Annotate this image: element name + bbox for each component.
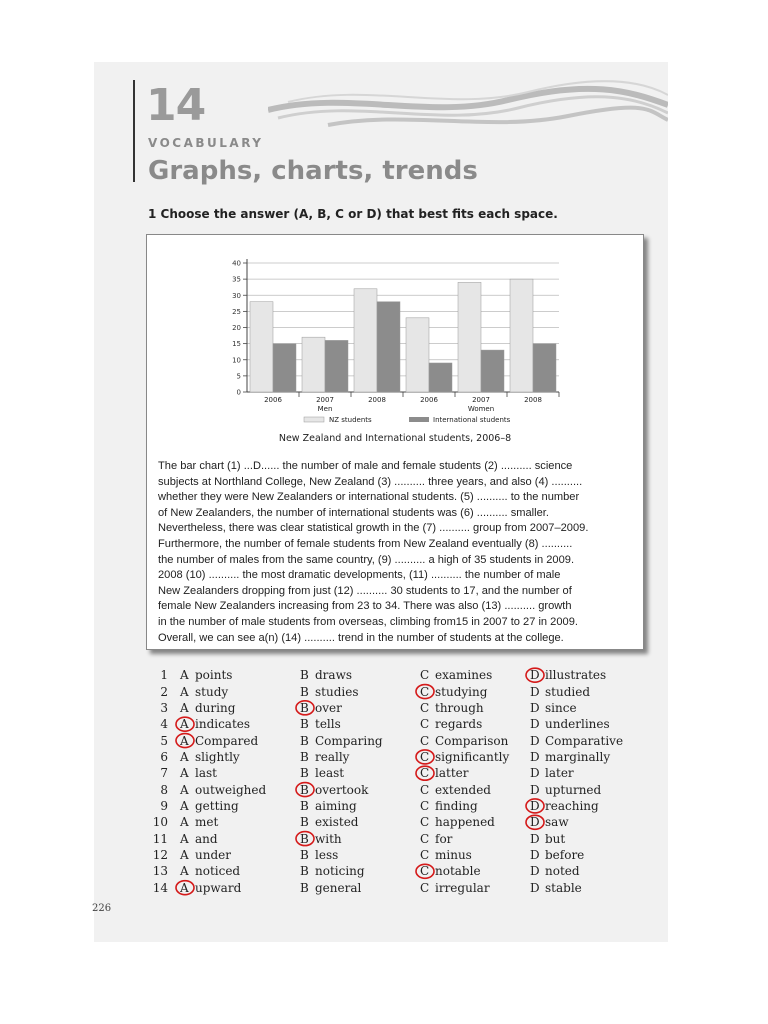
option-c[interactable] — [420, 732, 530, 748]
option-word: really — [315, 749, 350, 764]
unit-side-rule — [133, 80, 135, 182]
option-c[interactable] — [420, 716, 530, 732]
option-a[interactable] — [180, 749, 300, 765]
option-word: Compared — [195, 733, 259, 748]
option-d[interactable] — [530, 683, 630, 699]
option-d[interactable] — [530, 847, 630, 863]
option-c[interactable] — [420, 781, 530, 797]
option-b[interactable] — [300, 863, 420, 879]
option-word: aiming — [315, 798, 357, 813]
option-letter: D — [530, 749, 540, 764]
option-word: Comparative — [545, 733, 624, 748]
option-word: studied — [545, 684, 591, 699]
option-word: noticed — [195, 864, 241, 879]
option-letter: B — [300, 847, 309, 862]
question-number: 3 — [160, 700, 168, 715]
option-word: significantly — [435, 749, 510, 764]
bar-intl — [273, 344, 296, 392]
option-letter: A — [180, 880, 189, 895]
chart-caption: New Zealand and International students, 2006–8 — [278, 433, 512, 444]
option-a[interactable] — [180, 732, 300, 748]
option-letter: B — [300, 766, 309, 781]
option-c[interactable] — [420, 814, 530, 830]
option-word: since — [545, 700, 577, 715]
question-number: 10 — [152, 815, 168, 830]
option-word: through — [435, 700, 484, 715]
option-row — [152, 732, 630, 748]
option-word: outweighed — [195, 782, 267, 797]
option-word: illustrates — [545, 668, 607, 683]
legend-label-nz: NZ students — [329, 416, 372, 424]
y-tick-label: 20 — [232, 324, 241, 332]
option-row — [152, 700, 630, 716]
option-letter: D — [530, 733, 540, 748]
option-letter: D — [530, 717, 540, 732]
option-b[interactable] — [300, 700, 420, 716]
option-row — [152, 798, 630, 814]
option-letter: D — [530, 782, 540, 797]
option-word: slightly — [195, 749, 240, 764]
option-b[interactable] — [300, 847, 420, 863]
y-tick-label: 40 — [232, 259, 241, 268]
option-letter: B — [300, 815, 309, 830]
option-c[interactable] — [420, 879, 530, 895]
option-word: notable — [435, 864, 481, 879]
option-word: Comparison — [435, 733, 509, 748]
option-letter: D — [530, 668, 540, 683]
option-c[interactable] — [420, 863, 530, 879]
option-letter: D — [530, 831, 540, 846]
option-b[interactable] — [300, 830, 420, 846]
bar-intl — [377, 302, 400, 392]
option-word: but — [545, 831, 566, 846]
unit-title: Graphs, charts, trends — [148, 156, 478, 186]
y-tick-label: 35 — [232, 275, 241, 284]
y-tick-label: 5 — [236, 372, 241, 381]
paragraph-line: Furthermore, the number of female students from New Zealand eventually (8) .......... — [158, 537, 573, 550]
option-letter: D — [530, 815, 540, 830]
option-a[interactable] — [180, 781, 300, 797]
option-letter: A — [180, 847, 189, 862]
option-letter: C — [420, 749, 430, 764]
option-a[interactable] — [180, 798, 300, 814]
question-number: 11 — [152, 831, 168, 846]
option-word: later — [545, 766, 574, 781]
option-word: under — [195, 847, 231, 862]
option-d[interactable] — [530, 667, 630, 683]
y-tick-label: 0 — [236, 388, 241, 397]
paragraph-line: 2008 (10) .......... the most dramatic developments, (11) .......... the number of male — [158, 569, 561, 582]
option-letter: B — [300, 782, 309, 797]
option-b[interactable] — [300, 749, 420, 765]
option-b[interactable] — [300, 683, 420, 699]
option-c[interactable] — [420, 667, 530, 683]
group-label: Men — [317, 405, 333, 413]
option-letter: A — [180, 864, 189, 879]
bar-nz — [458, 282, 481, 392]
option-c[interactable] — [420, 798, 530, 814]
bar-nz — [510, 279, 533, 392]
option-c[interactable] — [420, 765, 530, 781]
option-word: marginally — [545, 749, 611, 764]
option-letter: D — [530, 766, 540, 781]
x-tick-label: 2007 — [472, 396, 490, 404]
option-letter: B — [300, 880, 309, 895]
option-a[interactable] — [180, 863, 300, 879]
option-letter: C — [420, 733, 430, 748]
option-letter: C — [420, 766, 430, 781]
option-word: getting — [195, 798, 239, 813]
option-d[interactable] — [530, 749, 630, 765]
option-word: draws — [315, 668, 353, 683]
option-c[interactable] — [420, 700, 530, 716]
gap-fill-paragraph — [158, 459, 638, 646]
x-tick-label: 2006 — [420, 396, 438, 404]
option-word: met — [195, 815, 219, 830]
question-number: 2 — [160, 684, 168, 699]
option-letter: A — [180, 717, 189, 732]
option-word: before — [545, 847, 585, 862]
option-c[interactable] — [420, 830, 530, 846]
option-word: during — [195, 700, 236, 715]
option-word: noticing — [315, 864, 365, 879]
option-word: studying — [435, 684, 488, 699]
bar-nz — [250, 302, 273, 392]
option-word: indicates — [195, 717, 251, 732]
option-word: over — [315, 700, 342, 715]
option-a[interactable] — [180, 830, 300, 846]
paragraph-line: female New Zealanders increasing from 23 to 34. There was also (13) .......... growth — [158, 600, 572, 613]
option-letter: A — [180, 782, 189, 797]
paragraph-line: New Zealanders dropping from just (12) .......... 30 students to 17, and the number of — [158, 584, 572, 597]
option-letter: D — [530, 847, 540, 862]
option-word: irregular — [435, 880, 490, 895]
unit-number: 14 — [146, 80, 206, 131]
option-row — [152, 765, 630, 781]
bar-nz — [406, 318, 429, 392]
option-c[interactable] — [420, 683, 530, 699]
option-d[interactable] — [530, 879, 630, 895]
question-number: 9 — [160, 798, 168, 813]
option-letter: B — [300, 831, 309, 846]
question-number: 4 — [160, 717, 168, 732]
option-a[interactable] — [180, 700, 300, 716]
option-d[interactable] — [530, 700, 630, 716]
option-letter: C — [420, 831, 430, 846]
page-number: 226 — [92, 903, 112, 914]
bar-nz — [354, 289, 377, 392]
x-tick-label: 2006 — [264, 396, 282, 404]
option-a[interactable] — [180, 847, 300, 863]
option-word: underlines — [545, 717, 610, 732]
question-number: 5 — [160, 733, 168, 748]
option-letter: B — [300, 668, 309, 683]
option-letter: A — [180, 700, 189, 715]
unit-kicker: VOCABULARY — [148, 136, 264, 150]
option-word: existed — [315, 815, 359, 830]
question-number: 7 — [160, 766, 168, 781]
decorative-swoosh — [268, 80, 668, 140]
option-word: upturned — [545, 782, 602, 797]
bar-intl — [481, 350, 504, 392]
option-letter: C — [420, 782, 430, 797]
option-row — [152, 667, 630, 683]
option-word: for — [435, 831, 453, 846]
paragraph-line: in the number of male students from overseas, climbing from15 in 2007 to 27 in 2009. — [158, 615, 578, 628]
option-row — [152, 716, 630, 732]
question-number: 12 — [152, 847, 168, 862]
option-b[interactable] — [300, 732, 420, 748]
paragraph-line: of New Zealanders, the number of international students was (6) .......... smaller. — [158, 506, 549, 519]
x-tick-label: 2008 — [524, 396, 542, 404]
question-number: 13 — [152, 864, 168, 879]
option-letter: A — [180, 798, 189, 813]
option-d[interactable] — [530, 830, 630, 846]
option-letter: A — [180, 831, 189, 846]
option-letter: D — [530, 798, 540, 813]
question-number: 1 — [160, 668, 168, 683]
paragraph-line: The bar chart (1) ...D...... the number of male and female students (2) .......... science — [158, 460, 573, 472]
option-word: Comparing — [315, 733, 383, 748]
group-label: Women — [467, 405, 495, 413]
option-letter: A — [180, 668, 189, 683]
option-word: studies — [315, 684, 359, 699]
option-word: tells — [315, 717, 341, 732]
legend-label-intl: International students — [433, 416, 511, 424]
y-tick-label: 25 — [232, 307, 241, 316]
paragraph-line: subjects at Northland College, New Zealand (3) .......... three years, and also (4) .......... — [158, 475, 583, 488]
option-letter: C — [420, 815, 430, 830]
bar-intl — [429, 363, 452, 392]
paragraph-line: Nevertheless, there was clear statistical growth in the (7) .......... group from 2007–2009. — [158, 522, 589, 535]
chart-text-box — [146, 234, 644, 650]
option-d[interactable] — [530, 781, 630, 797]
option-row — [152, 749, 630, 765]
option-word: latter — [435, 766, 469, 781]
option-row — [152, 830, 630, 846]
option-d[interactable] — [530, 863, 630, 879]
option-c[interactable] — [420, 749, 530, 765]
y-tick-label: 30 — [232, 291, 241, 300]
option-letter: D — [530, 700, 540, 715]
option-d[interactable] — [530, 716, 630, 732]
option-b[interactable] — [300, 814, 420, 830]
option-word: study — [195, 684, 229, 699]
option-row — [152, 683, 630, 699]
options-table — [152, 667, 630, 896]
option-a[interactable] — [180, 879, 300, 895]
option-word: saw — [545, 815, 569, 830]
option-row — [152, 781, 630, 797]
option-letter: B — [300, 700, 309, 715]
option-b[interactable] — [300, 765, 420, 781]
option-word: happened — [435, 815, 495, 830]
y-tick-label: 15 — [232, 340, 241, 349]
option-word: points — [195, 668, 233, 683]
y-tick-label: 10 — [232, 356, 241, 365]
option-letter: B — [300, 684, 309, 699]
paragraph-line: Overall, we can see a(n) (14) .......... trend in the number of students at the college. — [158, 631, 564, 644]
option-a[interactable] — [180, 683, 300, 699]
option-letter: C — [420, 798, 430, 813]
option-b[interactable] — [300, 716, 420, 732]
option-letter: B — [300, 798, 309, 813]
option-word: noted — [545, 864, 580, 879]
bar-intl — [533, 344, 556, 392]
option-a[interactable] — [180, 667, 300, 683]
option-word: general — [315, 880, 362, 895]
option-word: regards — [435, 717, 483, 732]
option-d[interactable] — [530, 814, 630, 830]
exercise-instruction: 1 Choose the answer (A, B, C or D) that best fits each space. — [148, 207, 558, 221]
option-word: overtook — [315, 782, 369, 797]
option-word: least — [315, 766, 345, 781]
option-letter: B — [300, 717, 309, 732]
option-word: finding — [435, 798, 478, 813]
bar-intl — [325, 340, 348, 392]
option-word: extended — [435, 782, 491, 797]
option-word: last — [195, 766, 217, 781]
option-letter: B — [300, 749, 309, 764]
option-row — [152, 879, 630, 895]
option-letter: B — [300, 864, 309, 879]
question-number: 14 — [152, 880, 168, 895]
option-d[interactable] — [530, 765, 630, 781]
option-a[interactable] — [180, 814, 300, 830]
option-word: minus — [435, 847, 472, 862]
legend-swatch-nz — [304, 417, 324, 422]
option-word: upward — [195, 880, 242, 895]
option-letter: C — [420, 864, 430, 879]
option-word: less — [315, 847, 339, 862]
option-letter: A — [180, 733, 189, 748]
legend-swatch-intl — [409, 417, 429, 422]
x-tick-label: 2008 — [368, 396, 386, 404]
option-letter: A — [180, 815, 189, 830]
option-d[interactable] — [530, 732, 630, 748]
option-a[interactable] — [180, 716, 300, 732]
option-letter: B — [300, 733, 309, 748]
option-word: examines — [435, 668, 493, 683]
paragraph-line: whether they were New Zealanders or international students. (5) .......... to the number — [158, 491, 580, 504]
option-word: and — [195, 831, 218, 846]
option-letter: D — [530, 684, 540, 699]
option-row — [152, 847, 630, 863]
bar-nz — [302, 337, 325, 392]
option-letter: A — [180, 684, 189, 699]
option-letter: C — [420, 847, 430, 862]
option-word: stable — [545, 880, 582, 895]
option-b[interactable] — [300, 667, 420, 683]
option-b[interactable] — [300, 798, 420, 814]
option-letter: D — [530, 864, 540, 879]
x-tick-label: 2007 — [316, 396, 334, 404]
option-c[interactable] — [420, 847, 530, 863]
option-letter: A — [180, 749, 189, 764]
option-b[interactable] — [300, 781, 420, 797]
option-letter: C — [420, 668, 430, 683]
option-letter: A — [180, 766, 189, 781]
option-letter: D — [530, 880, 540, 895]
option-a[interactable] — [180, 765, 300, 781]
option-letter: C — [420, 880, 430, 895]
option-word: reaching — [545, 798, 599, 813]
option-row — [152, 814, 630, 830]
option-letter: C — [420, 700, 430, 715]
option-d[interactable] — [530, 798, 630, 814]
bar-chart — [147, 235, 643, 431]
question-number: 8 — [160, 782, 168, 797]
option-letter: C — [420, 684, 430, 699]
option-letter: C — [420, 717, 430, 732]
paragraph-line: the number of males from the same country, (9) .......... a high of 35 students in 2009. — [158, 553, 575, 566]
question-number: 6 — [160, 749, 168, 764]
option-b[interactable] — [300, 879, 420, 895]
option-row — [152, 863, 630, 879]
option-word: with — [315, 831, 342, 846]
